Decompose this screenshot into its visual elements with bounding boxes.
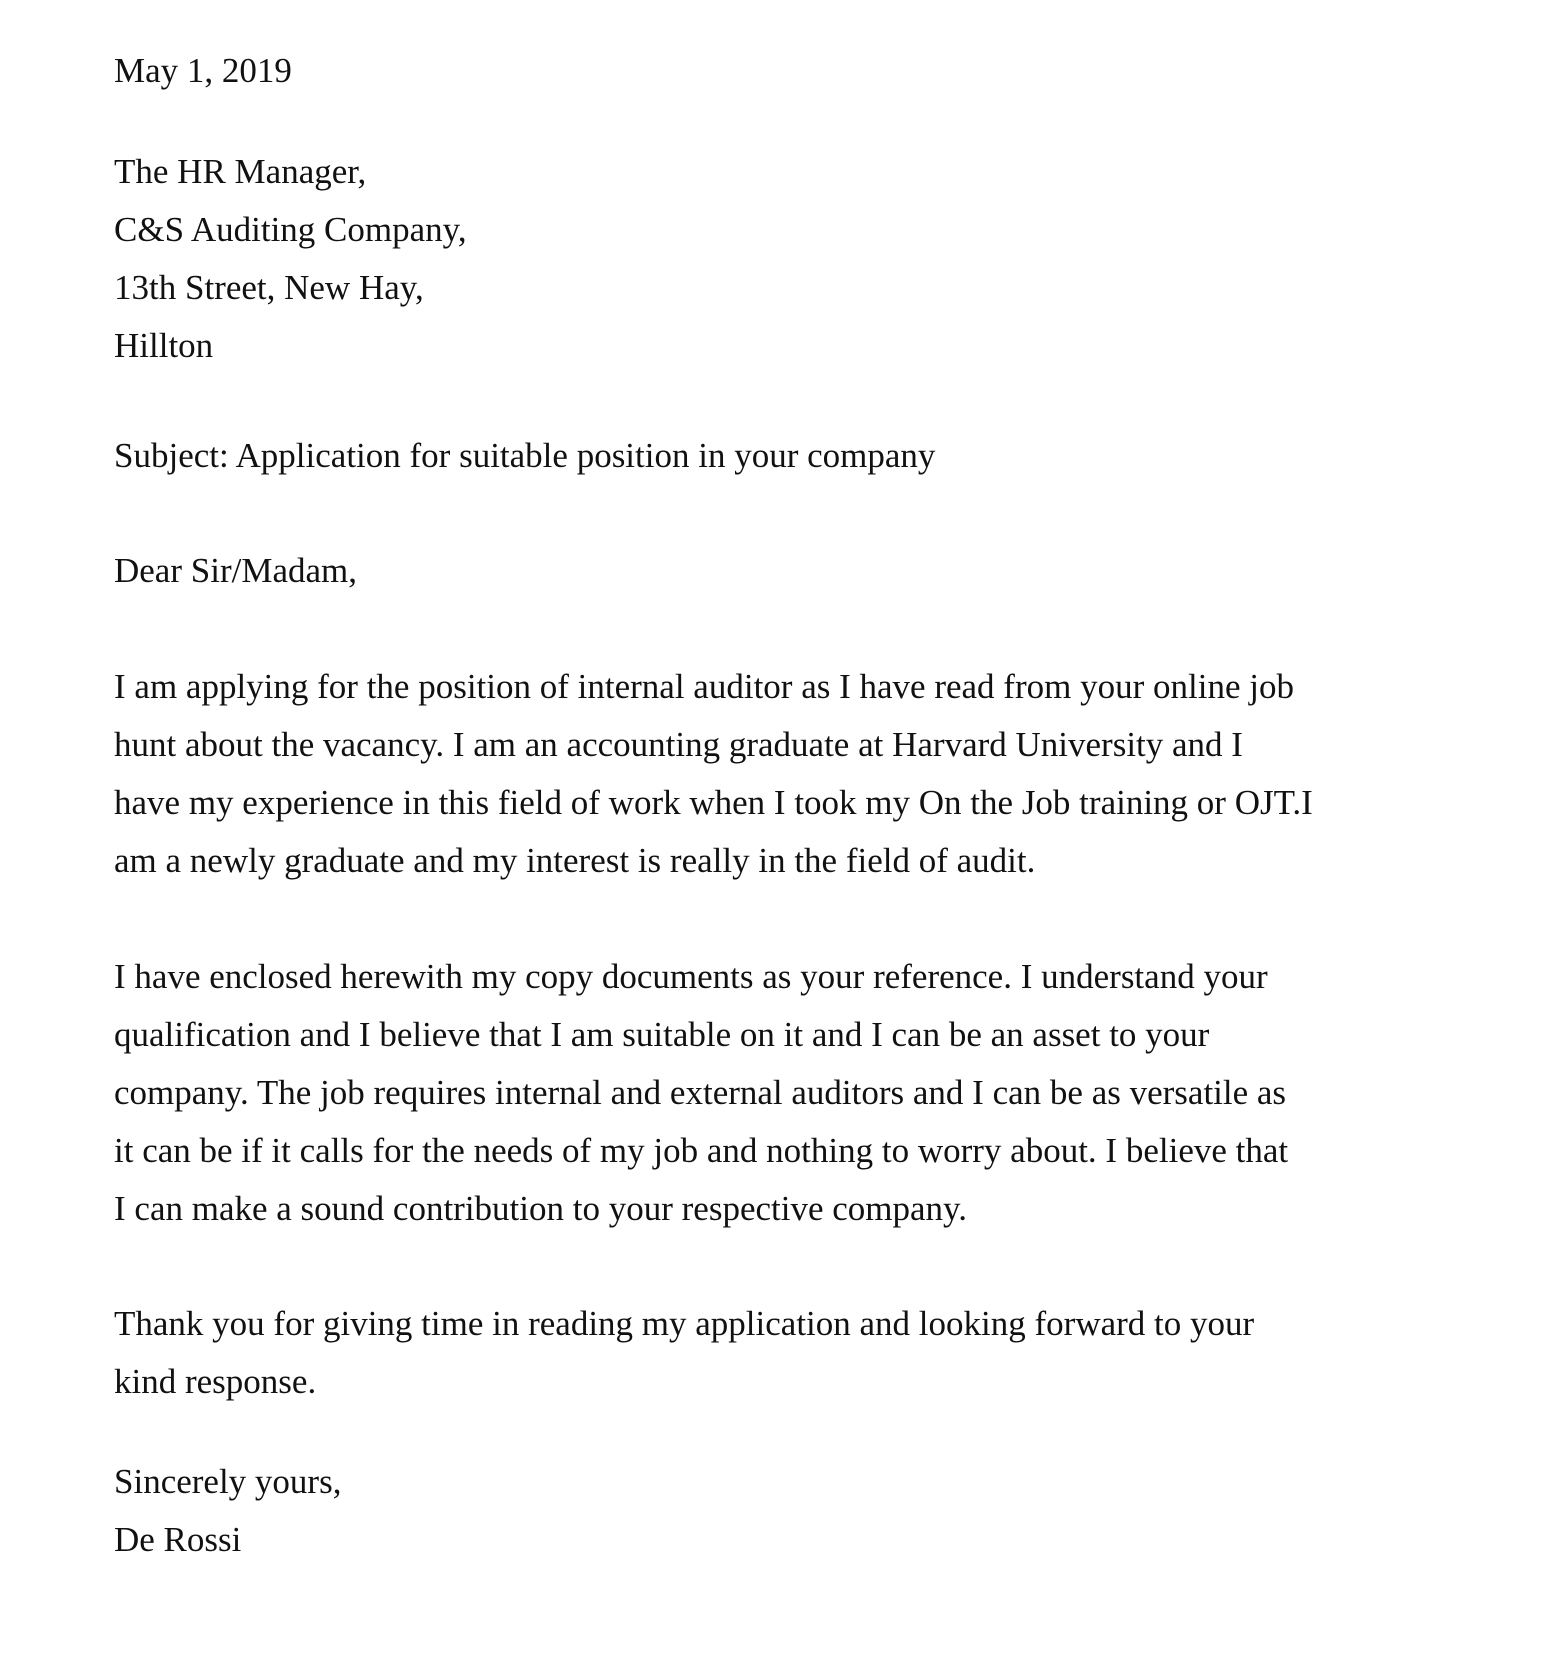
paragraph-qualifications: [114, 948, 1454, 1238]
recipient-city: Hillton: [114, 326, 214, 365]
letter-date: [114, 42, 1454, 100]
paragraph-thanks: [114, 1295, 1454, 1411]
paragraph-line: company. The job requires internal and external auditors and I can be as versatile as: [114, 1073, 1287, 1112]
closing-text: Sincerely yours,: [114, 1462, 342, 1501]
paragraph-line: it can be if it calls for the needs of my job and nothing to worry about. I believe that: [114, 1131, 1289, 1170]
paragraph-line: kind response.: [114, 1362, 317, 1401]
salutation-text: Dear Sir/Madam,: [114, 551, 357, 590]
recipient-company: C&S Auditing Company,: [114, 210, 467, 249]
letter-body: [114, 42, 1454, 1569]
paragraph-line: have my experience in this field of work when I took my On the Job training or OJT.I: [114, 783, 1313, 822]
signature-name: De Rossi: [114, 1520, 242, 1559]
salutation: [114, 542, 1454, 600]
paragraph-line: I am applying for the position of internal auditor as I have read from your online job: [114, 667, 1294, 706]
paragraph-line: hunt about the vacancy. I am an accounting graduate at Harvard University and I: [114, 725, 1243, 764]
paragraph-intro: [114, 658, 1454, 890]
paragraph-line: I have enclosed herewith my copy documents as your reference. I understand your: [114, 957, 1268, 996]
paragraph-line: I can make a sound contribution to your respective company.: [114, 1189, 968, 1228]
recipient-title: The HR Manager,: [114, 152, 367, 191]
paragraph-line: Thank you for giving time in reading my application and looking forward to your: [114, 1304, 1255, 1343]
subject-line: [114, 427, 1454, 485]
recipient-street: 13th Street, New Hay,: [114, 268, 424, 307]
recipient-address: [114, 143, 1454, 375]
date-text: May 1, 2019: [114, 51, 292, 90]
closing-block: [114, 1453, 1454, 1569]
paragraph-line: am a newly graduate and my interest is really in the field of audit.: [114, 841, 1036, 880]
subject-text: Subject: Application for suitable position in your company: [114, 436, 936, 475]
paragraph-line: qualification and I believe that I am suitable on it and I can be an asset to your: [114, 1015, 1210, 1054]
